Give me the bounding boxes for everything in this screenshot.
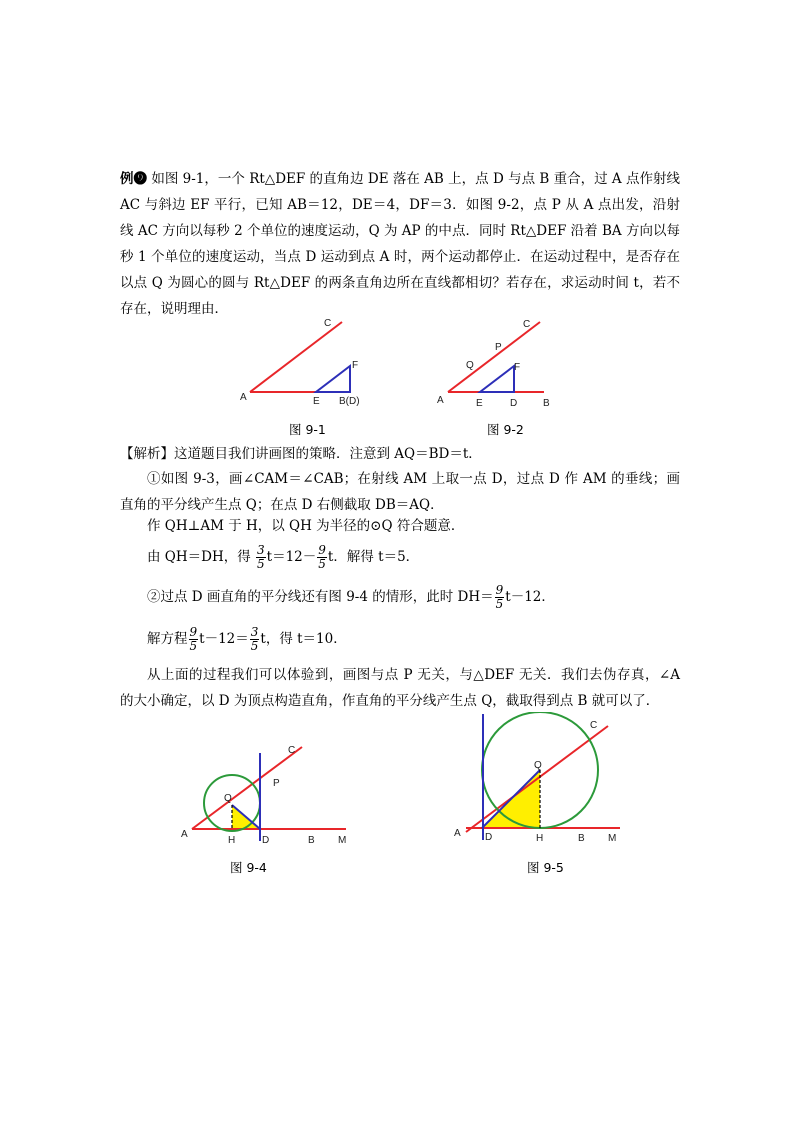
label-m: M [608,833,617,844]
label-b: B [543,398,550,407]
eq2-fraction-2: $\frac{3}{5}$ [250,625,259,653]
label-e: E [313,396,320,407]
solution-step1b: 作 QH⊥AM 于 H，以 QH 为半径的⊙Q 符合题意． [147,518,465,534]
label-d: D [485,832,493,843]
label-h: H [228,835,236,845]
caption-9-4: 图 9-4 [230,860,267,875]
problem-paragraph [120,166,680,322]
label-bd: B(D) [339,396,360,407]
equation-2 [147,582,555,612]
figure-9-5 [450,712,625,847]
eq1-mid: t＝12－ [266,549,317,565]
label-q: Q [466,360,474,371]
figure-9-1 [230,312,370,407]
caption-9-1: 图 9-1 [289,422,326,437]
label-q: Q [534,760,542,771]
label-a: A [437,395,444,406]
label-f: F [352,360,359,371]
solution-step1: ①如图 9-3，画∠CAM＝∠CAB；在射线 AM 上取一点 D，过点 D 作 AM 的垂线；画直角的平分线产生点 Q；在点 D 右侧截取 DB＝AQ． [120,471,680,513]
label-a: A [454,828,461,839]
label-a: A [181,829,188,840]
label-a: A [240,392,247,403]
equation-1 [147,542,419,572]
caption-9-5: 图 9-5 [527,860,564,875]
eq1-fraction-2: $\frac{9}{5}$ [318,543,326,571]
figure-9-2 [428,312,568,407]
label-e: E [476,398,483,407]
caption-9-2: 图 9-2 [487,422,524,437]
solution-conclusion: 从上面的过程我们可以体验到，画图与点 P 无关，与△DEF 无关．我们去伪存真，∠A 的大小确定，以 D 为顶点构造直角，作直角的平分线产生点 Q，截取得到点 B 就可以了． [120,667,680,709]
problem-label: 例❾ [120,171,148,187]
label-d: D [262,835,270,845]
triangle-def [316,366,350,392]
label-b: B [308,835,315,845]
eq2-pre: 解方程 [147,631,188,647]
label-d: D [510,398,518,407]
eq2-mid: t－12＝ [199,631,249,647]
label-f: F [514,362,521,373]
label-p: P [273,778,280,789]
solution-head: 【解析】这道题目我们讲画图的策略．注意到 AQ＝BD＝t． [120,446,482,462]
eq1-fraction-1: $\frac{3}{5}$ [257,543,265,571]
label-q: Q [224,793,232,804]
eq1-pre: 由 QH＝DH，得 [147,549,251,565]
step2-fraction: $\frac{9}{5}$ [495,583,504,611]
step2-pre: ②过点 D 画直角的平分线还有图 9-4 的情形，此时 DH＝ [147,589,494,605]
eq1-post: t．解得 t＝5． [327,549,420,565]
label-c: C [523,319,531,330]
label-b: B [578,833,585,844]
figure-9-4 [176,745,356,845]
label-h: H [536,833,544,844]
label-m: M [338,835,347,845]
label-c: C [590,720,598,731]
label-p: P [495,342,502,353]
label-c: C [324,318,332,329]
problem-text: 如图 9-1，一个 Rt△DEF 的直角边 DE 落在 AB 上，点 D 与点 B 重合，过 A 点作射线 AC 与斜边 EF 平行，已知 AB＝12，DE＝4，DF＝3．如图 9-2，点 P 从 A 点出发，沿射线 AC 方向以每秒 2 个单位的速度运动，Q 为 AP 的中点．同时 Rt△DEF 沿着 BA 方向以每秒 1 个单位的速度运动，当点 D 运动到点 A 时，两个运动都停止．在运动过程中，是否存在以点 Q 为圆心的圆与 Rt△DEF 的两条直角边所在直线都相切？若存在，求运动时间 t，若不存在，说明理由． [120,171,681,317]
triangle-def [480,366,514,392]
equation-3 [147,624,347,654]
step2-post: t－12． [505,589,555,605]
eq2-fraction-1: $\frac{9}{5}$ [189,625,198,653]
label-c: C [288,745,296,756]
eq2-post: t，得 t＝10． [260,631,347,647]
